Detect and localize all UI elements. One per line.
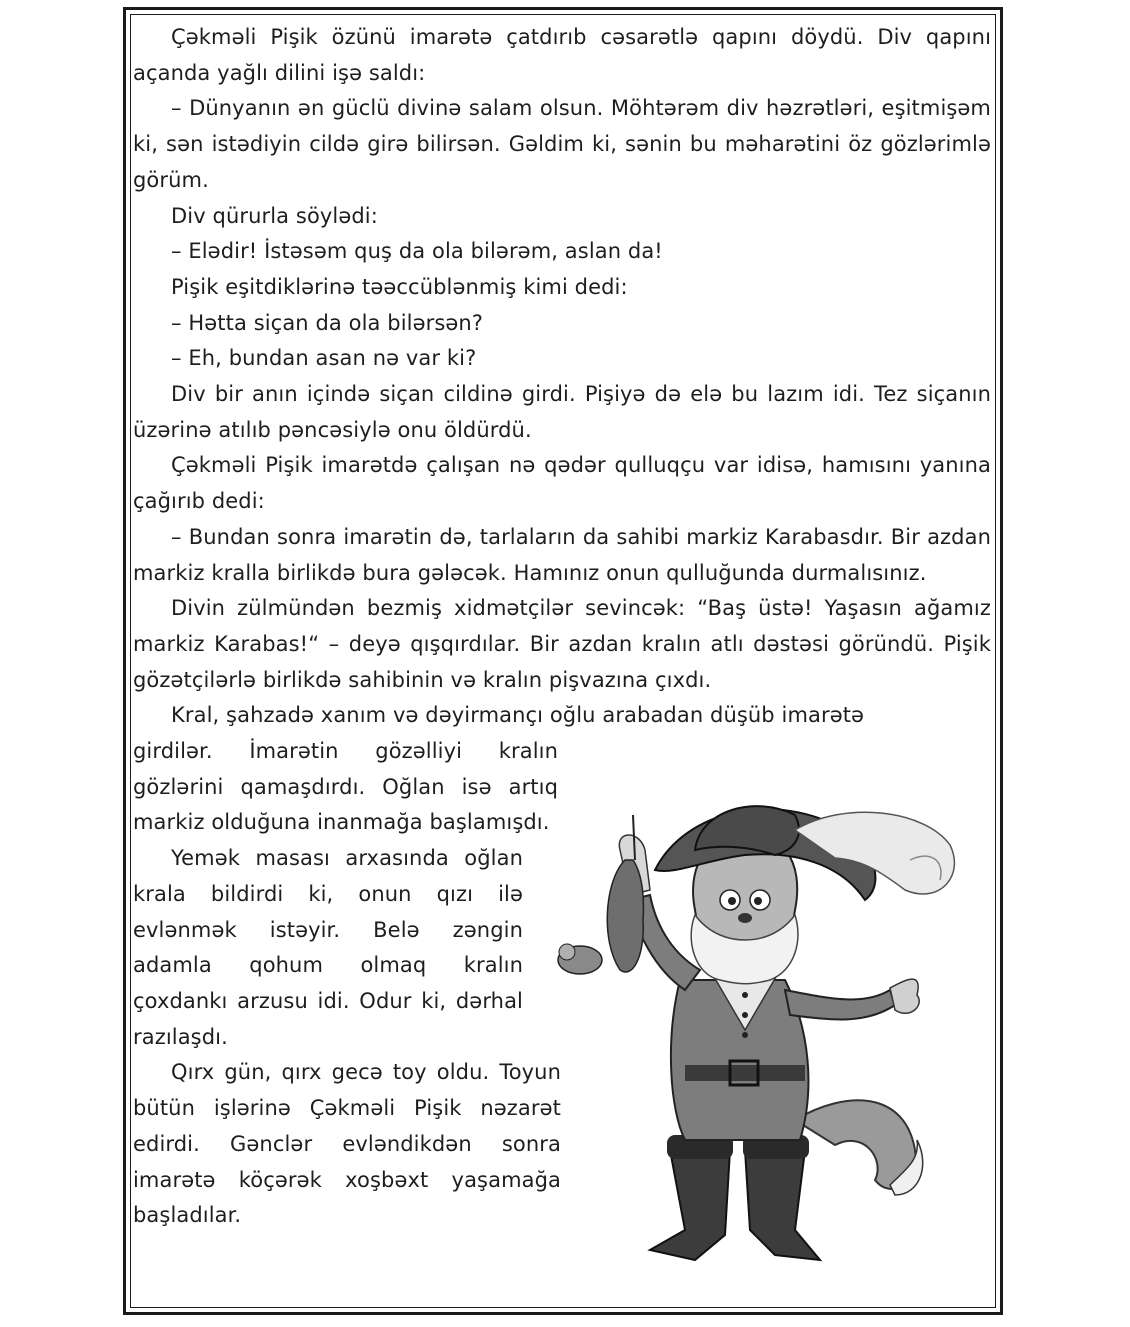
paragraph: – Eh, bundan asan nə var ki? [171, 346, 477, 371]
paragraph: Div bir anın içində siçan cildinə girdi. Pişiyə də elə bu lazım idi. Tez siçanın üzərinə atılıb pəncəsiylə onu öldürdü. [133, 382, 991, 442]
paragraph: Çəkməli Pişik özünü imarətə çatdırıb cəsarətlə qapını döydü. Div qapını açanda yağlı dilini işə saldı: [133, 25, 991, 85]
paragraph: Div qürurla söylədi: [171, 203, 378, 228]
paragraph: Pişik eşitdiklərinə təəccüblənmiş kimi dedi: [171, 274, 628, 299]
paragraph: Kral, şahzadə xanım və dəyirmançı oğlu arabadan düşüb imarətə [171, 703, 865, 728]
cat-illustration-icon [545, 790, 965, 1300]
paragraph: Divin zülmündən bezmiş xidmətçilər sevincək: “Baş üstə! Yaşasın ağamız markiz Karabas!“ – deyə qışqırdılar. Bir azdan kralın atlı dəstəsi göründü. Pişik gözətçilərlə birlikdə sahibinin və kralın pişvazına çıxdı. [133, 596, 991, 692]
puss-in-boots-illustration [545, 790, 965, 1300]
paragraph: – Bundan sonra imarətin də, tarlaların da sahibi markiz Karabasdır. Bir azdan markiz kralla birlikdə bura gələcək. Hamınız onun qulluğunda durmalısınız. [133, 524, 991, 585]
paragraph: – Hətta siçan da ola bilərsən? [171, 310, 484, 335]
paragraph: girdilər. İmarətin gözəlliyi kralın gözlərini qamaşdırdı. Oğlan isə artıq markiz olduğuna inanmağa başlamışdı. [133, 739, 558, 835]
paragraph: Çəkməli Pişik imarətdə çalışan nə qədər qulluqçu var idisə, hamısını yanına çağırıb dedi: [133, 453, 991, 514]
paragraph: Yemək masası arxasında oğlan krala bildirdi ki, onun qızı ilə evlənmək istəyir. Belə zəngin adamla qohum olmaq kralın çoxdankı arzusu idi. Odur ki, dərhal razılaşdı. [133, 846, 523, 1049]
paragraph: Qırx gün, qırx gecə toy oldu. Toyun bütün işlərinə Çəkməli Pişik nəzarət edirdi. Gənclər evləndikdən sonra imarətə köçərək xoşbəxt yaşamağa başladılar. [133, 1060, 561, 1228]
paragraph: – Dünyanın ən güclü divinə salam olsun. Möhtərəm div həzrətləri, eşitmişəm ki, sən istədiyin cildə girə bilirsən. Gəldim ki, sənin bu məharətini öz gözlərimlə görüm. [133, 96, 991, 192]
paragraph: – Elədir! İstəsəm quş da ola bilərəm, aslan da! [171, 239, 663, 264]
